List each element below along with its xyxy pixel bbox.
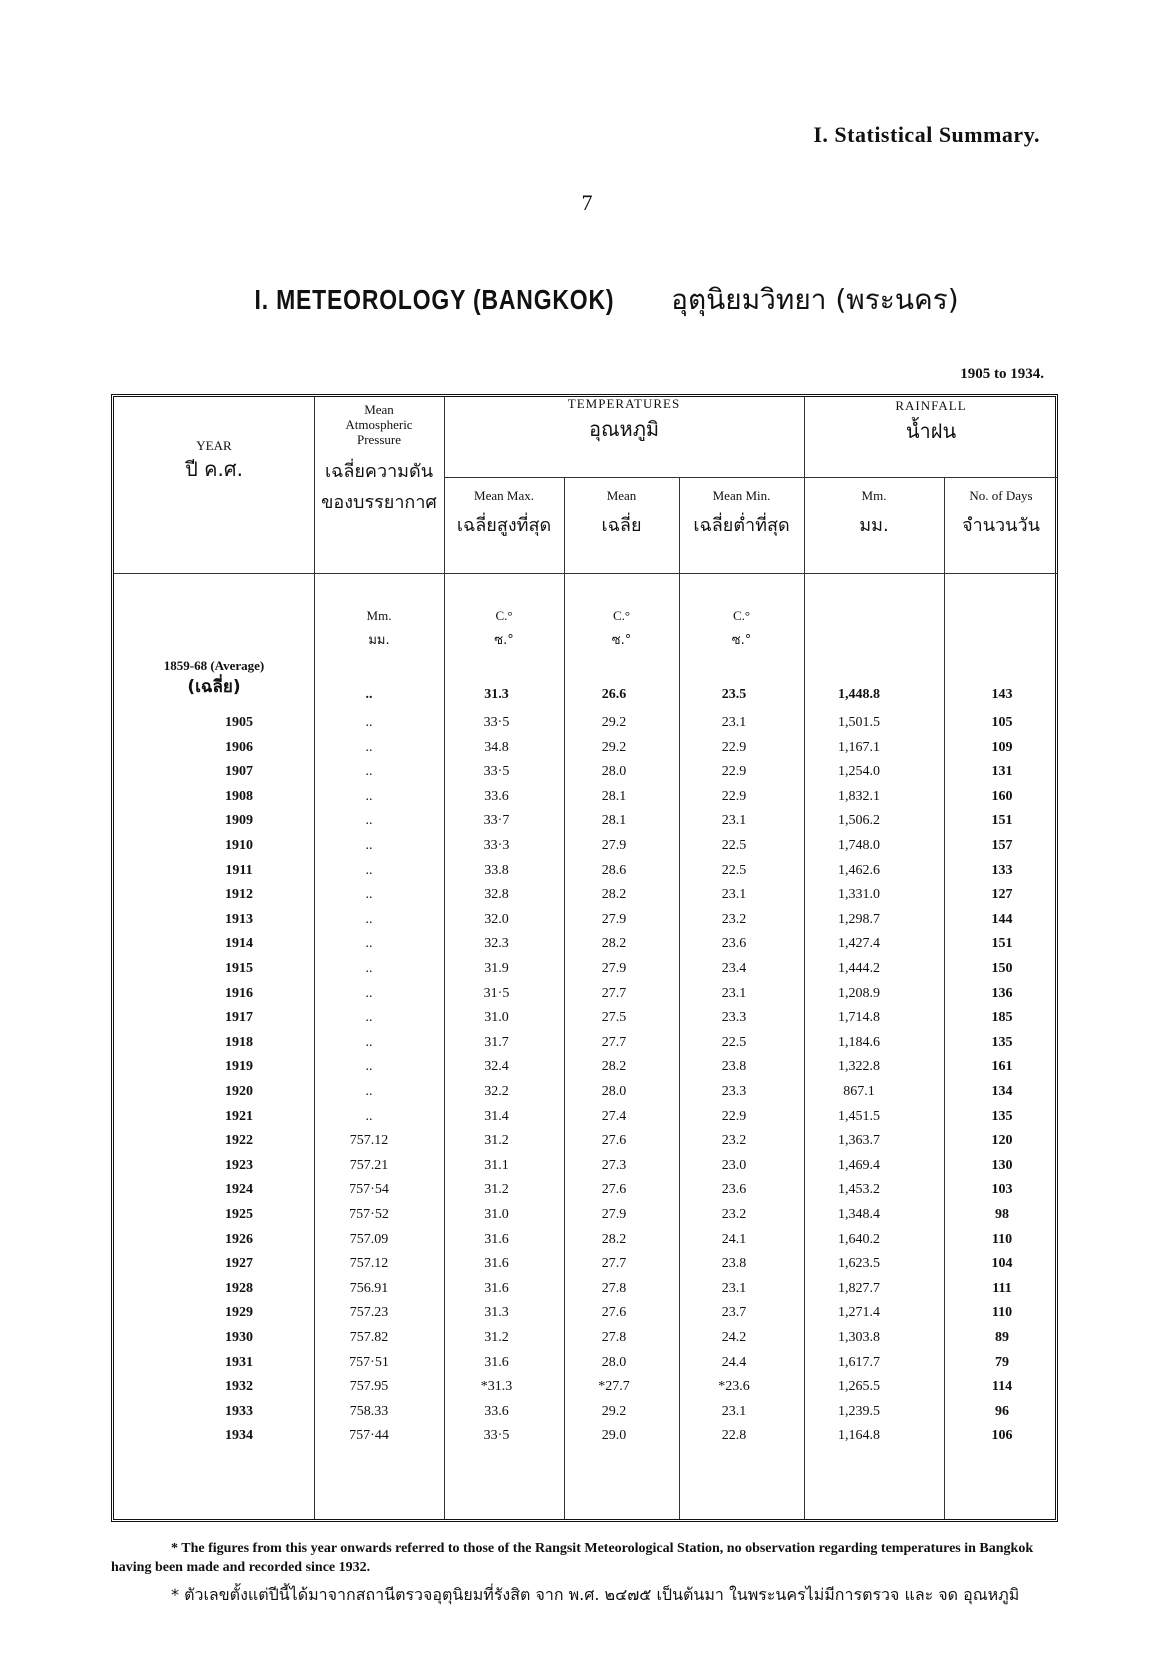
cell-year: 1909 — [225, 813, 253, 829]
cell-rain-mm: 1,254.0 — [838, 764, 880, 780]
cell-mean: 29.2 — [601, 715, 627, 730]
cell-min: *23.6 — [718, 1379, 750, 1395]
table-row — [114, 1305, 1061, 1329]
cell-pressure: 757.82 — [349, 1330, 389, 1345]
table-row — [114, 1133, 1061, 1157]
cell-max: 32.8 — [484, 887, 509, 903]
cell-max: 34.8 — [484, 739, 509, 755]
cell-max: 31.3 — [484, 1305, 509, 1321]
cell-max: 31.6 — [484, 1256, 509, 1272]
cell-mean: 27.6 — [601, 1133, 627, 1149]
cell-min: 23.8 — [721, 1059, 747, 1075]
cell-year: 1927 — [225, 1256, 253, 1272]
cell-mean: 28.1 — [601, 788, 627, 804]
cell-mean: 26.6 — [601, 687, 627, 702]
table-row — [114, 715, 1061, 739]
cell-pressure: .. — [365, 985, 373, 1001]
cell-rain-mm: 1,298.7 — [838, 911, 880, 927]
title-th: อุตุนิยมวิทยา (พระนคร) — [671, 283, 959, 316]
cell-min: 24.1 — [721, 1231, 747, 1247]
cell-rain-mm: 1,363.7 — [838, 1133, 880, 1149]
cell-year: 1926 — [225, 1231, 253, 1247]
cell-max: 31.6 — [484, 1231, 509, 1247]
section-header: I. Statistical Summary. — [813, 122, 1040, 147]
cell-year: 1920 — [225, 1084, 253, 1099]
cell-max: 33.8 — [484, 862, 509, 878]
table-row — [114, 912, 1061, 936]
cell-min: 22.8 — [721, 1428, 747, 1444]
cell-min: 22.9 — [721, 764, 747, 780]
cell-year: 1915 — [225, 961, 253, 976]
page-number: 7 — [581, 190, 593, 215]
cell-rain-mm: 1,322.8 — [838, 1059, 880, 1075]
table-row — [114, 1256, 1061, 1280]
cell-mean: 27.4 — [601, 1108, 627, 1124]
cell-year: 1913 — [225, 911, 253, 927]
cell-max: 31.2 — [484, 1330, 509, 1345]
table-row — [114, 1379, 1061, 1403]
title-en: I. METEOROLOGY (BANGKOK) — [254, 284, 615, 315]
cell-mean: 28.6 — [601, 862, 627, 878]
cell-year: 1912 — [225, 887, 253, 903]
cell-pressure: .. — [365, 1010, 373, 1026]
cell-min: 23.3 — [721, 1010, 747, 1026]
rule-horizontal — [804, 477, 1058, 478]
cell-pressure: 757·51 — [349, 1354, 389, 1370]
cell-pressure: .. — [365, 739, 373, 755]
cell-rain-mm: 1,501.5 — [838, 715, 880, 730]
cell-rain-mm: 1,506.2 — [838, 813, 880, 829]
cell-year: 1925 — [225, 1207, 253, 1222]
table-row — [114, 936, 1061, 960]
cell-year: 1922 — [225, 1133, 253, 1149]
table-row-average — [114, 687, 1061, 711]
cell-year: 1906 — [225, 739, 253, 755]
cell-pressure: .. — [365, 961, 373, 976]
cell-pressure: .. — [365, 1108, 373, 1124]
cell-min: 24.4 — [721, 1354, 747, 1370]
cell-min: 23.5 — [721, 687, 747, 702]
table-row — [114, 1330, 1061, 1354]
cell-mean: 27.7 — [601, 1034, 627, 1050]
cell-rain-days: 111 — [992, 1280, 1012, 1296]
cell-rain-mm: 1,469.4 — [838, 1157, 880, 1173]
cell-rain-mm: 1,208.9 — [838, 985, 880, 1001]
cell-rain-mm: 1,453.2 — [838, 1182, 880, 1198]
cell-pressure: .. — [365, 936, 373, 952]
header-mean-max: Mean Max. เฉลี่ยสูงที่สุด — [456, 488, 552, 536]
table-row — [114, 1428, 1061, 1452]
cell-max: 33·7 — [483, 813, 510, 829]
cell-min: 22.9 — [721, 788, 747, 804]
cell-year: 1910 — [225, 838, 253, 853]
cell-min: 23.2 — [721, 1133, 747, 1149]
table-row — [114, 1010, 1061, 1034]
cell-mean: 27.7 — [601, 985, 627, 1001]
table-row — [114, 863, 1061, 887]
cell-year: 1934 — [225, 1428, 253, 1444]
cell-mean: 27.7 — [601, 1256, 627, 1272]
header-mean-min: Mean Min. เฉลี่ยต่ำที่สุด — [693, 488, 790, 536]
cell-pressure: 757.21 — [349, 1157, 389, 1173]
cell-rain-days: 133 — [991, 862, 1013, 878]
cell-rain-mm: 1,184.6 — [838, 1034, 880, 1050]
cell-max: 33·5 — [483, 715, 510, 730]
cell-year: 1919 — [225, 1059, 253, 1075]
cell-mean: 28.0 — [601, 1354, 627, 1370]
cell-max: 31.0 — [484, 1010, 509, 1026]
cell-pressure: 756.91 — [349, 1280, 389, 1296]
cell-mean: 28.0 — [601, 1084, 627, 1099]
cell-max: 33·5 — [483, 1428, 510, 1444]
cell-rain-days: 105 — [991, 715, 1013, 730]
cell-min: 23.0 — [721, 1157, 747, 1173]
cell-pressure: 757.12 — [349, 1133, 389, 1149]
cell-rain-days: 130 — [991, 1157, 1013, 1173]
cell-pressure: 757·52 — [349, 1207, 389, 1222]
unit-mean: C.° ซ.° — [611, 608, 632, 648]
cell-rain-days: 131 — [991, 764, 1013, 780]
cell-max: 31.1 — [484, 1157, 509, 1173]
cell-min: 23.6 — [721, 936, 747, 952]
cell-rain-days: 114 — [991, 1379, 1013, 1395]
cell-mean: 27.8 — [601, 1280, 627, 1296]
cell-rain-mm: 1,331.0 — [838, 887, 880, 903]
cell-mean: 27.6 — [601, 1182, 627, 1198]
cell-year: 1907 — [225, 764, 253, 780]
years-range: 1905 to 1934. — [960, 366, 1044, 382]
cell-rain-days: 127 — [991, 887, 1013, 903]
cell-pressure: .. — [365, 911, 373, 927]
header-year: YEAR ปี ค.ศ. — [185, 438, 243, 481]
cell-mean: *27.7 — [598, 1379, 630, 1395]
cell-rain-mm: 1,271.4 — [838, 1305, 880, 1321]
cell-pressure: .. — [365, 715, 373, 730]
cell-max: 32.2 — [484, 1084, 509, 1099]
cell-mean: 27.8 — [601, 1330, 627, 1345]
cell-mean: 28.2 — [601, 936, 627, 952]
cell-year: 1931 — [225, 1354, 253, 1370]
cell-rain-days: 143 — [991, 687, 1013, 702]
cell-year: 1905 — [225, 715, 253, 730]
cell-pressure: .. — [365, 764, 373, 780]
cell-rain-days: 110 — [991, 1305, 1013, 1321]
cell-min: 24.2 — [721, 1330, 747, 1345]
cell-rain-mm: 1,239.5 — [838, 1403, 880, 1419]
cell-pressure: 757·44 — [349, 1428, 389, 1444]
cell-mean: 27.9 — [601, 961, 627, 976]
cell-rain-mm: 1,303.8 — [838, 1330, 880, 1345]
cell-year: 1908 — [225, 788, 253, 804]
cell-max: 33·5 — [483, 764, 510, 780]
table-row — [114, 961, 1061, 985]
cell-pressure: 758.33 — [349, 1403, 389, 1419]
cell-year: 1923 — [225, 1157, 253, 1173]
cell-mean: 28.2 — [601, 1059, 627, 1075]
cell-year: 1917 — [225, 1010, 253, 1026]
cell-rain-mm: 1,444.2 — [838, 961, 880, 976]
cell-rain-days: 134 — [991, 1084, 1013, 1099]
cell-max: 33.6 — [484, 788, 509, 804]
cell-max: 32.0 — [484, 911, 509, 927]
table-row — [114, 789, 1061, 813]
table-row — [114, 1109, 1061, 1133]
cell-year: 1918 — [225, 1034, 253, 1050]
rule-horizontal — [114, 573, 1058, 574]
cell-rain-days: 79 — [995, 1354, 1009, 1370]
cell-rain-mm: 1,164.8 — [838, 1428, 880, 1444]
cell-max: 31.7 — [484, 1034, 509, 1050]
cell-year: 1933 — [225, 1403, 253, 1419]
page-title — [0, 278, 1174, 322]
cell-rain-days: 150 — [991, 961, 1013, 976]
cell-rain-days: 185 — [991, 1010, 1013, 1026]
cell-min: 23.2 — [721, 911, 747, 927]
meteorology-table — [111, 394, 1058, 1522]
cell-rain-days: 135 — [991, 1034, 1013, 1050]
cell-year: 1916 — [225, 985, 253, 1001]
cell-rain-days: 120 — [991, 1133, 1013, 1149]
cell-pressure: 757.23 — [349, 1305, 389, 1321]
table-row — [114, 740, 1061, 764]
cell-rain-mm: 1,748.0 — [838, 838, 880, 853]
cell-pressure: .. — [365, 1034, 373, 1050]
cell-year: 1929 — [225, 1305, 253, 1321]
cell-min: 23.1 — [721, 813, 747, 829]
unit-pressure: Mm. มม. — [366, 608, 392, 648]
cell-min: 23.6 — [721, 1182, 747, 1198]
cell-rain-days: 135 — [991, 1108, 1013, 1124]
table-row — [114, 1158, 1061, 1182]
cell-min: 22.9 — [721, 739, 747, 755]
cell-max: 31.6 — [484, 1280, 509, 1296]
average-label: 1859-68 (Average) (เฉลี่ย) — [163, 658, 265, 697]
cell-mean: 27.3 — [601, 1157, 627, 1173]
footnote-en: * The figures from this year onwards referred to those of the Rangsit Meteorological Station, no observation regarding temperatures in Bangkok having been made and recorded since 1932. — [111, 1541, 1034, 1575]
cell-min: 23.7 — [721, 1305, 747, 1321]
cell-rain-days: 96 — [995, 1403, 1009, 1419]
table-row — [114, 764, 1061, 788]
cell-min: 22.5 — [721, 838, 747, 853]
cell-rain-days: 89 — [995, 1330, 1009, 1345]
cell-pressure: .. — [365, 788, 373, 804]
cell-max: 31.9 — [484, 961, 509, 976]
cell-min: 23.1 — [721, 715, 747, 730]
table-row — [114, 1207, 1061, 1231]
cell-rain-mm: 1,265.5 — [838, 1379, 880, 1395]
cell-max: 31.3 — [484, 687, 509, 702]
cell-min: 22.5 — [721, 862, 747, 878]
header-rainfall: RAINFALL น้ำฝน — [895, 398, 967, 443]
table-row — [114, 1035, 1061, 1059]
header-rain-mm: Mm. มม. — [859, 488, 889, 536]
cell-rain-days: 144 — [991, 911, 1013, 927]
unit-max: C.° ซ.° — [494, 608, 514, 648]
cell-mean: 28.2 — [601, 887, 627, 903]
cell-rain-days: 106 — [991, 1428, 1013, 1444]
cell-max: 33·3 — [483, 838, 510, 853]
cell-rain-days: 157 — [991, 838, 1013, 853]
cell-rain-mm: 1,427.4 — [838, 936, 880, 952]
cell-rain-days: 98 — [995, 1207, 1009, 1222]
cell-mean: 29.0 — [601, 1428, 627, 1444]
cell-max: 31.2 — [484, 1182, 509, 1198]
cell-min: 23.1 — [721, 985, 747, 1001]
table-row — [114, 986, 1061, 1010]
cell-rain-days: 151 — [991, 813, 1013, 829]
cell-rain-days: 110 — [991, 1231, 1013, 1247]
cell-rain-mm: 1,617.7 — [838, 1354, 880, 1370]
cell-mean: 27.9 — [601, 838, 627, 853]
table-row — [114, 1059, 1061, 1083]
cell-rain-days: 109 — [991, 739, 1013, 755]
cell-mean: 29.2 — [601, 739, 627, 755]
table-row — [114, 1182, 1061, 1206]
table-row — [114, 1355, 1061, 1379]
cell-min: 23.1 — [721, 1403, 747, 1419]
cell-max: 31.6 — [484, 1354, 509, 1370]
cell-year: 1914 — [225, 936, 253, 952]
table-row — [114, 887, 1061, 911]
cell-rain-mm: 1,451.5 — [838, 1108, 880, 1124]
rule-horizontal — [444, 477, 804, 478]
cell-mean: 28.0 — [601, 764, 627, 780]
table-row — [114, 1404, 1061, 1428]
cell-min: 22.9 — [721, 1108, 747, 1124]
cell-max: 32.3 — [484, 936, 509, 952]
cell-pressure: .. — [365, 862, 373, 878]
unit-min: C.° ซ.° — [731, 608, 752, 648]
cell-rain-mm: 867.1 — [843, 1084, 875, 1099]
cell-rain-days: 161 — [991, 1059, 1013, 1075]
cell-pressure: .. — [365, 1059, 373, 1075]
cell-min: 22.5 — [721, 1034, 747, 1050]
cell-mean: 27.9 — [601, 911, 627, 927]
cell-year: 1928 — [225, 1280, 253, 1296]
cell-rain-days: 104 — [991, 1256, 1013, 1272]
cell-max: 33.6 — [484, 1403, 509, 1419]
cell-rain-mm: 1,448.8 — [838, 687, 880, 702]
cell-year: 1924 — [225, 1182, 253, 1198]
cell-rain-mm: 1,348.4 — [838, 1207, 880, 1222]
header-temperatures: TEMPERATURES อุณหภูมิ — [567, 396, 681, 441]
cell-max: 31.2 — [484, 1133, 509, 1149]
cell-max: 32.4 — [484, 1059, 509, 1075]
cell-pressure: .. — [365, 887, 373, 903]
cell-pressure: 757.09 — [349, 1231, 389, 1247]
cell-rain-mm: 1,640.2 — [838, 1231, 880, 1247]
header-rain-days: No. of Days จำนวนวัน — [962, 488, 1040, 536]
cell-mean: 28.1 — [601, 813, 627, 829]
cell-max: *31.3 — [480, 1379, 513, 1395]
table-row — [114, 1084, 1061, 1108]
cell-mean: 29.2 — [601, 1403, 627, 1419]
cell-rain-mm: 1,832.1 — [838, 788, 880, 804]
cell-min: 23.8 — [721, 1256, 747, 1272]
cell-year: 1921 — [225, 1108, 253, 1124]
cell-rain-days: 151 — [991, 936, 1013, 952]
table-row — [114, 813, 1061, 837]
cell-year: 1911 — [225, 862, 253, 878]
cell-year: 1932 — [225, 1379, 253, 1395]
cell-max: 31·5 — [483, 985, 510, 1001]
table-row — [114, 1281, 1061, 1305]
cell-rain-days: 160 — [991, 788, 1013, 804]
cell-rain-mm: 1,462.6 — [838, 862, 880, 878]
table-row — [114, 838, 1061, 862]
cell-pressure: .. — [365, 687, 373, 702]
header-pressure: Mean Atmospheric Pressure เฉลี่ยความดัน ของบรรยากาศ — [321, 402, 437, 513]
cell-mean: 27.5 — [601, 1010, 627, 1026]
cell-min: 23.1 — [721, 887, 747, 903]
table-row — [114, 1232, 1061, 1256]
cell-mean: 27.9 — [601, 1207, 627, 1222]
cell-rain-mm: 1,623.5 — [838, 1256, 880, 1272]
footnote-th: * ตัวเลขตั้งแต่ปีนี้ได้มาจากสถานีตรวจอุตุนิยมที่รังสิต จาก พ.ศ. ๒๔๗๕ เป็นต้นมา ในพระนครไม่มีการตรวจ และ จด อุณหภูมิ — [171, 1585, 1020, 1604]
cell-rain-mm: 1,714.8 — [838, 1010, 880, 1026]
cell-pressure: .. — [365, 838, 373, 853]
cell-min: 23.3 — [721, 1084, 747, 1099]
cell-rain-days: 103 — [991, 1182, 1013, 1198]
cell-pressure: .. — [365, 813, 373, 829]
cell-rain-mm: 1,827.7 — [838, 1280, 880, 1296]
cell-min: 23.2 — [721, 1207, 747, 1222]
cell-mean: 28.2 — [601, 1231, 627, 1247]
cell-min: 23.4 — [721, 961, 747, 976]
cell-pressure: .. — [365, 1084, 373, 1099]
cell-max: 31.4 — [484, 1108, 509, 1124]
cell-max: 31.0 — [484, 1207, 509, 1222]
cell-pressure: 757.95 — [349, 1379, 389, 1395]
cell-min: 23.1 — [721, 1280, 747, 1296]
cell-pressure: 757·54 — [349, 1182, 389, 1198]
cell-mean: 27.6 — [601, 1305, 627, 1321]
cell-rain-mm: 1,167.1 — [838, 739, 880, 755]
cell-rain-days: 136 — [991, 985, 1013, 1001]
header-mean: Mean เฉลี่ย — [601, 488, 642, 536]
cell-year: 1930 — [225, 1330, 253, 1345]
cell-pressure: 757.12 — [349, 1256, 389, 1272]
